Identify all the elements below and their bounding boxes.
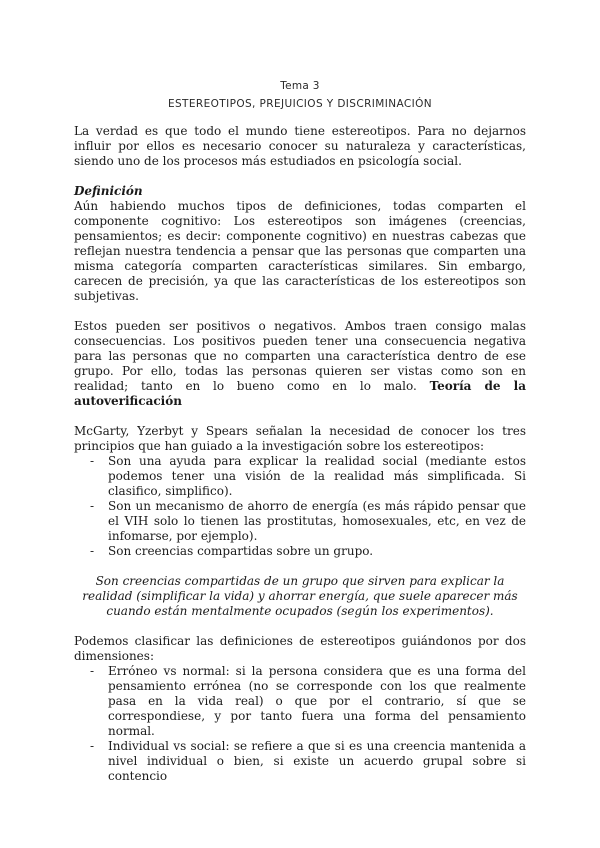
autoverification-theory-label: Teoría de la autoverificación bbox=[74, 379, 526, 408]
document-body bbox=[74, 124, 526, 784]
page-title: ESTEREOTIPOS, PREJUICIOS Y DISCRIMINACIÓN bbox=[167, 98, 433, 110]
list-item-text: Erróneo vs normal: si la persona considera que es una forma del pensamiento errónea (no se corresponde con los que realmente pasa en la vida real) o que por el contrario, sí que se correspondiese, y por tanto fuera una forma del pensamiento normal. bbox=[108, 664, 526, 738]
list-item-text: Son creencias compartidas sobre un grupo. bbox=[108, 544, 374, 558]
dimensions-list bbox=[74, 664, 526, 784]
list-item bbox=[90, 499, 526, 544]
list-item-text: Individual vs social: se refiere a que si es una creencia mantenida a nivel individual o bien, si existe un acuerdo grupal sobre si contencio bbox=[108, 739, 526, 783]
list-item bbox=[90, 454, 526, 499]
dash-bullet: - bbox=[90, 739, 95, 753]
document-header bbox=[0, 77, 600, 113]
paragraph-spacer bbox=[74, 619, 526, 634]
dash-bullet: - bbox=[90, 454, 95, 468]
summary-quote: Son creencias compartidas de un grupo que sirven para explicar la realidad (simplificar la vida) y ahorrar energía, que suele aparecer más cuando están mentalmente ocupados (según los experimentos). bbox=[82, 574, 518, 618]
list-item-text: Son un mecanismo de ahorro de energía (es más rápido pensar que el VIH solo lo tienen las prostitutas, homosexuales, etc, en vez de infomarse, por ejemplo). bbox=[108, 499, 526, 543]
principles-intro: McGarty, Yzerbyt y Spears señalan la necesidad de conocer los tres principios que han guiado a la investigación sobre los estereotipos: bbox=[74, 424, 526, 453]
dash-bullet: - bbox=[90, 499, 95, 513]
paragraph-spacer bbox=[74, 169, 526, 184]
definition-heading: Definición bbox=[74, 184, 143, 198]
valence-paragraph bbox=[74, 319, 526, 409]
dimensions-intro: Podemos clasificar las definiciones de estereotipos guiándonos por dos dimensiones: bbox=[74, 634, 526, 663]
list-item bbox=[90, 664, 526, 739]
topic-label: Tema 3 bbox=[280, 80, 320, 92]
list-item bbox=[90, 544, 526, 559]
paragraph-spacer bbox=[74, 304, 526, 319]
list-item-text: Son una ayuda para explicar la realidad social (mediante estos podemos tener una visión de la realidad más simplificada. Si clasifico, simplifico). bbox=[108, 454, 526, 498]
paragraph-spacer bbox=[74, 559, 526, 574]
dash-bullet: - bbox=[90, 544, 95, 558]
principles-list bbox=[74, 454, 526, 559]
intro-paragraph: La verdad es que todo el mundo tiene estereotipos. Para no dejarnos influir por ellos es necesario conocer su naturaleza y características, siendo uno de los procesos más estudiados en psicología social. bbox=[74, 124, 526, 168]
dash-bullet: - bbox=[90, 664, 95, 678]
list-item bbox=[90, 739, 526, 784]
paragraph-spacer bbox=[74, 409, 526, 424]
valence-text: Estos pueden ser positivos o negativos. Ambos traen consigo malas consecuencias. Los positivos pueden tener una consecuencia negativa para las personas que no comparten una característica dentro de ese grupo. Por ello, todas las personas quieren ser vistas como son en realidad; tanto en lo bueno como en lo malo. bbox=[74, 319, 526, 393]
definition-paragraph: Aún habiendo muchos tipos de definiciones, todas comparten el componente cognitivo: Los estereotipos son imágenes (creencias, pensamientos; es decir: componente cognitivo) en nuestras cabezas que reflejan nuestra tendencia a pensar que las personas que comparten una misma categoría comparten características similares. Sin embargo, carecen de precisión, ya que las características de los estereotipos son subjetivas. bbox=[74, 199, 526, 303]
